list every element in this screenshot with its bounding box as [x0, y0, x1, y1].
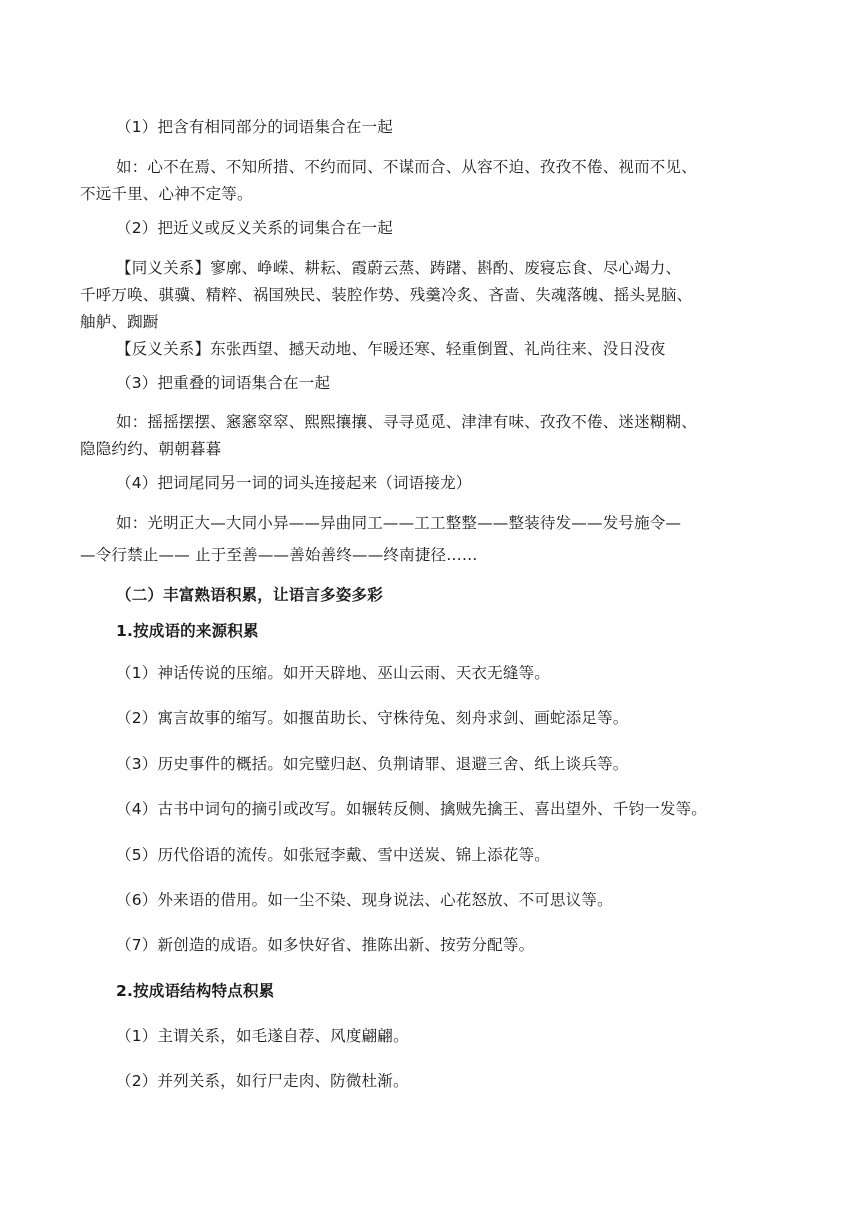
list-item: （1）主谓关系，如毛遂自荐、风度翩翩。 [116, 1027, 409, 1045]
list-item: （2）寓言故事的缩写。如揠苗助长、守株待兔、刻舟求剑、画蛇添足等。 [116, 709, 629, 727]
category-heading: 2.按成语结构特点积累 [116, 982, 275, 1000]
paragraph-line: 不远千里、心神不定等。 [80, 185, 253, 203]
subsection-heading-4: （4）把词尾同另一词的词头连接起来（词语接龙） [116, 474, 472, 492]
list-item: （7）新创造的成语。如多快好省、推陈出新、按劳分配等。 [116, 936, 535, 954]
list-item: （2）并列关系，如行尸走肉、防微杜渐。 [116, 1072, 409, 1090]
section-title: （二）丰富熟语积累，让语言多姿多彩 [116, 586, 383, 604]
list-item: （3）历史事件的概括。如完璧归赵、负荆请罪、退避三舍、纸上谈兵等。 [116, 755, 629, 773]
list-item: （5）历代俗语的流传。如张冠李戴、雪中送炭、锦上添花等。 [116, 846, 550, 864]
synonym-line: 【同义关系】寥廓、峥嵘、耕耘、霞蔚云蒸、踌躇、斟酌、废寝忘食、尽心竭力、 [116, 259, 682, 277]
list-item: （6）外来语的借用。如一尘不染、现身说法、心花怒放、不可思议等。 [116, 891, 613, 909]
subsection-heading-1: （1）把含有相同部分的词语集合在一起 [116, 118, 393, 136]
synonym-line: 舳舻、踟蹰 [80, 313, 159, 331]
paragraph-line: 如：心不在焉、不知所措、不约而同、不谋而合、从容不迫、孜孜不倦、视而不见、 [116, 158, 697, 176]
paragraph-line: 如：光明正大—大同小异——异曲同工——工工整整——整装待发——发号施令— [116, 514, 682, 532]
antonym-line: 【反义关系】东张西望、撼天动地、乍暖还寒、轻重倒置、礼尚往来、没日没夜 [116, 340, 666, 358]
synonym-line: 千呼万唤、骐骥、精粹、祸国殃民、装腔作势、残羹冷炙、吝啬、失魂落魄、摇头晃脑、 [80, 286, 693, 304]
category-heading: 1.按成语的来源积累 [116, 622, 259, 640]
list-item: （4）古书中词句的摘引或改写。如辗转反侧、擒贼先擒王、喜出望外、千钧一发等。 [116, 800, 707, 818]
paragraph-line: —令行禁止—— 止于至善——善始善终——终南捷径…… [80, 546, 478, 564]
subsection-heading-3: （3）把重叠的词语集合在一起 [116, 374, 331, 392]
subsection-heading-2: （2）把近义或反义关系的词集合在一起 [116, 219, 393, 237]
paragraph-line: 隐隐约约、朝朝暮暮 [80, 440, 222, 458]
list-item: （1）神话传说的压缩。如开天辟地、巫山云雨、天衣无缝等。 [116, 664, 550, 682]
paragraph-line: 如：摇摇摆摆、窸窸窣窣、熙熙攘攘、寻寻觅觅、津津有味、孜孜不倦、迷迷糊糊、 [116, 413, 697, 431]
